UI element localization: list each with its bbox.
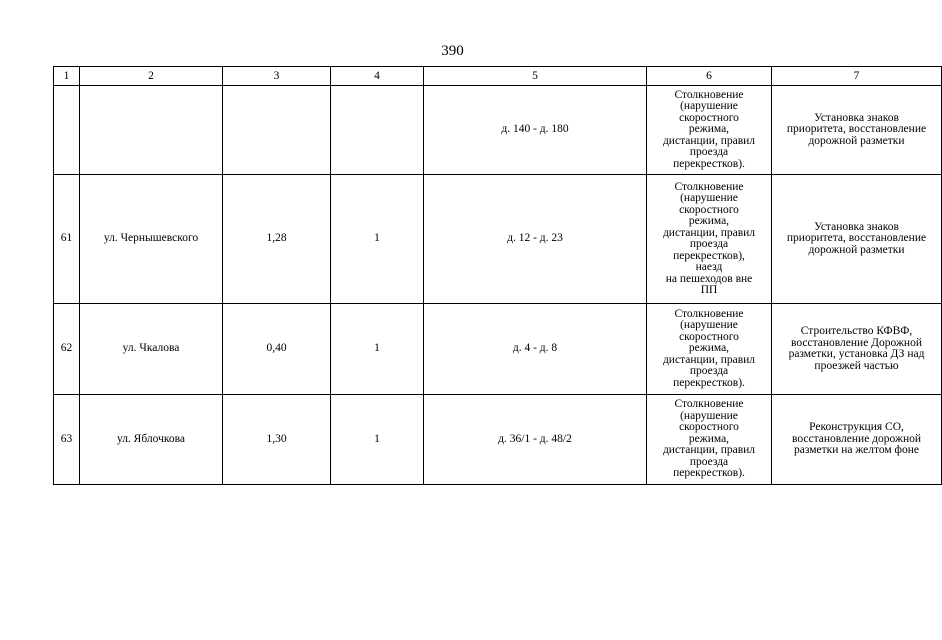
column-header: 4 bbox=[331, 67, 424, 86]
address-range-cell: д. 140 - д. 180 bbox=[424, 86, 647, 175]
count-cell: 1 bbox=[331, 395, 424, 485]
measures-cell: Строительство КФВФ, восстановление Дорожной разметки, установка ДЗ над проезжей частью bbox=[772, 304, 942, 395]
row-number-cell bbox=[54, 86, 80, 175]
data-table bbox=[53, 66, 942, 485]
table-row bbox=[54, 86, 942, 175]
count-cell: 1 bbox=[331, 304, 424, 395]
table-row bbox=[54, 175, 942, 304]
count-cell bbox=[331, 86, 424, 175]
length-cell: 0,40 bbox=[223, 304, 331, 395]
column-header: 1 bbox=[54, 67, 80, 86]
address-range-cell: д. 12 - д. 23 bbox=[424, 175, 647, 304]
table-row bbox=[54, 395, 942, 485]
table-header-row bbox=[54, 67, 942, 86]
column-header: 6 bbox=[647, 67, 772, 86]
street-cell: ул. Чкалова bbox=[80, 304, 223, 395]
row-number-cell: 61 bbox=[54, 175, 80, 304]
column-header: 5 bbox=[424, 67, 647, 86]
address-range-cell: д. 36/1 - д. 48/2 bbox=[424, 395, 647, 485]
measures-cell: Реконструкция СО, восстановление дорожной разметки на желтом фоне bbox=[772, 395, 942, 485]
count-cell: 1 bbox=[331, 175, 424, 304]
column-header: 7 bbox=[772, 67, 942, 86]
page-number: 390 bbox=[441, 43, 464, 59]
accident-type-cell: Столкновение (нарушение скоростного режима, дистанции, правил проезда перекрестков), наезд на пешеходов вне ПП bbox=[647, 175, 772, 304]
address-range-cell: д. 4 - д. 8 bbox=[424, 304, 647, 395]
table-row bbox=[54, 304, 942, 395]
length-cell bbox=[223, 86, 331, 175]
accident-type-cell: Столкновение (нарушение скоростного режима, дистанции, правил проезда перекрестков). bbox=[647, 304, 772, 395]
column-header: 2 bbox=[80, 67, 223, 86]
length-cell: 1,28 bbox=[223, 175, 331, 304]
row-number-cell: 63 bbox=[54, 395, 80, 485]
row-number-cell: 62 bbox=[54, 304, 80, 395]
street-cell: ул. Яблочкова bbox=[80, 395, 223, 485]
accident-type-cell: Столкновение (нарушение скоростного режима, дистанции, правил проезда перекрестков). bbox=[647, 86, 772, 175]
street-cell: ул. Чернышевского bbox=[80, 175, 223, 304]
street-cell bbox=[80, 86, 223, 175]
measures-cell: Установка знаков приоритета, восстановление дорожной разметки bbox=[772, 175, 942, 304]
length-cell: 1,30 bbox=[223, 395, 331, 485]
column-header: 3 bbox=[223, 67, 331, 86]
accident-type-cell: Столкновение (нарушение скоростного режима, дистанции, правил проезда перекрестков). bbox=[647, 395, 772, 485]
measures-cell: Установка знаков приоритета, восстановление дорожной разметки bbox=[772, 86, 942, 175]
